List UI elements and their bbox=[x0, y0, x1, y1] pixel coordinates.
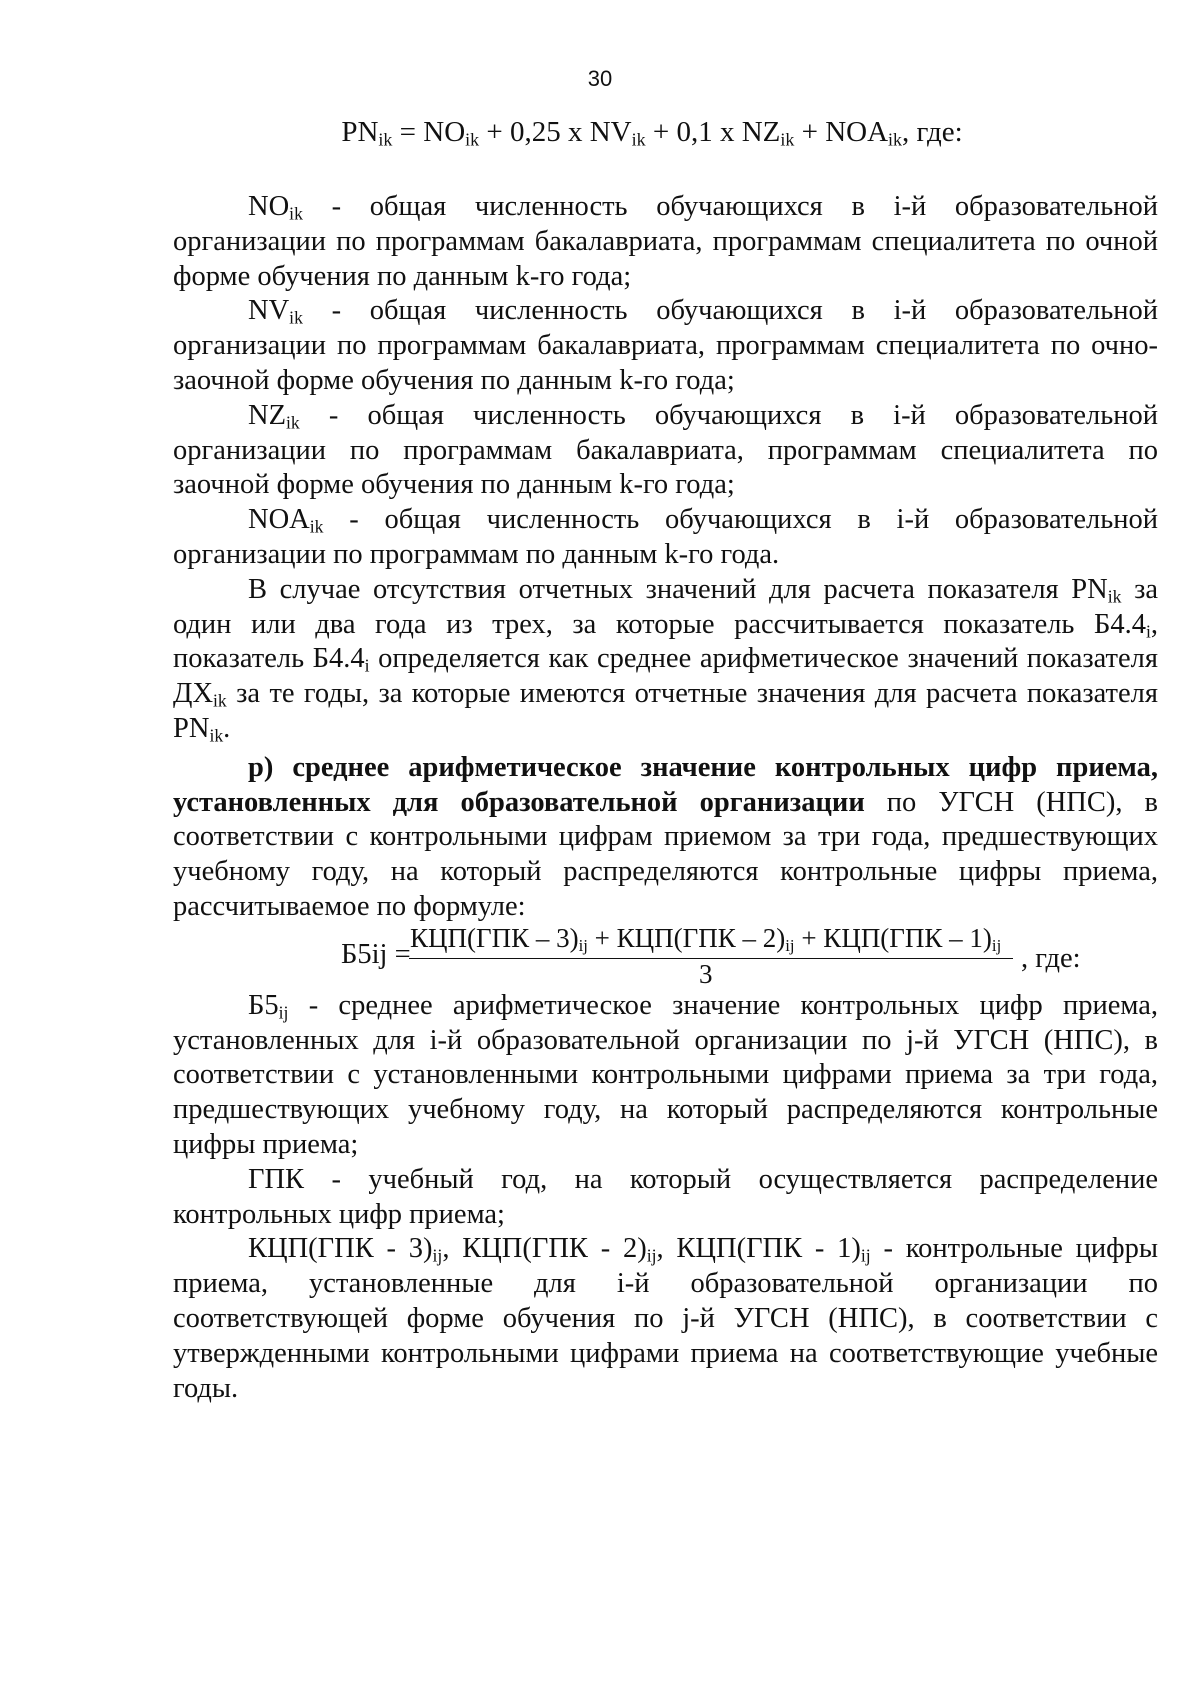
page-number: 30 bbox=[587, 66, 613, 91]
paragraph-kcp: $КЦП(ГПК - 3)_{ij}$, $КЦП(ГПК - 2)_{ij}$, $КЦП(ГПК - 1)_{ij}$ - контрольные цифры приема, установленные для i-й образовательной организации по соответствующей форме обучения по j-й УГСН (НПС), в соответствии с утвержденными контрольными цифрами приема на соответствующие учебные годы. bbox=[173, 1233, 1158, 1404]
paragraph-absent-values: В случае отсутствия отчетных значений для расчета показателя $PN_{ik}$ за один или два года из трех, за которые рассчитывается показатель $Б4.4_i$, показатель $Б4.4_i$ определяется как среднее арифметическое значений показателя $ДХ_{ik}$ за те годы, за которые имеются отчетные значения для расчета показателя $PN_{ik}$. bbox=[173, 573, 1158, 746]
item-r-heading: р) среднее арифметическое значение контрольных цифр приема, установленных для образовательной организации bbox=[173, 751, 1158, 818]
document-body bbox=[173, 190, 1158, 1406]
paragraph-nz: $NZ_{ik}$ - общая численность обучающихся в i-й образовательной организации по программам бакалавриата, программам специалитета по заочной форме обучения по данным k-го года; bbox=[173, 399, 1158, 501]
b5-formula-numerator: $КЦП(ГПК - 3)_{ij} + КЦП(ГПК - 2)_{ij} + КЦП(ГПК - 1)_{ij}$ bbox=[410, 922, 1002, 955]
paragraph-b5: $Б5_{ij}$ - среднее арифметическое значение контрольных цифр приема, установленных для i-й образовательной организации по j-й УГСН (НПС), в соответствии с установленными контрольными цифрами приема за три года, предшествующих учебному году, на который распределяются контрольные цифры приема; bbox=[173, 989, 1158, 1160]
b5-formula bbox=[173, 922, 1158, 989]
pn-formula: $PN_{ik} = NO_{ik} + 0,25$ x $NV_{ik} + 0,1$ x $NZ_{ik} + NOA_{ik}$, где: bbox=[341, 116, 963, 150]
b5-formula-tail: , где: bbox=[1021, 942, 1081, 974]
paragraph-no: $NO_{ik}$ - общая численность обучающихся в i-й образовательной организации по программам бакалавриата, программам специалитета по очной форме обучения по данным k-го года; bbox=[173, 191, 1158, 292]
paragraph-gpk: ГПК - учебный год, на который осуществляется распределение контрольных цифр приема; bbox=[173, 1163, 1158, 1230]
b5-formula-lhs: Б5ij = bbox=[341, 938, 411, 970]
paragraph-noa: $NOA_{ik}$ - общая численность обучающихся в i-й образовательной организации по программам по данным k-го года. bbox=[173, 504, 1158, 570]
pn-symbol: PN bbox=[341, 116, 379, 148]
paragraph-item-r: р) среднее арифметическое значение контрольных цифр приема, установленных для образовательной организации по УГСН (НПС), в соответствии с контрольными цифрам приемом за три года, предшествующих учебному году, на который распределяются контрольные цифры приема, рассчитываемое по формуле: bbox=[173, 751, 1159, 922]
b5-formula-denominator: 3 bbox=[699, 958, 713, 989]
paragraph-nv: $NV_{ik}$ - общая численность обучающихся в i-й образовательной организации по программам бакалавриата, программам специалитета по очно-заочной форме обучения по данным k-го года; bbox=[173, 295, 1158, 396]
